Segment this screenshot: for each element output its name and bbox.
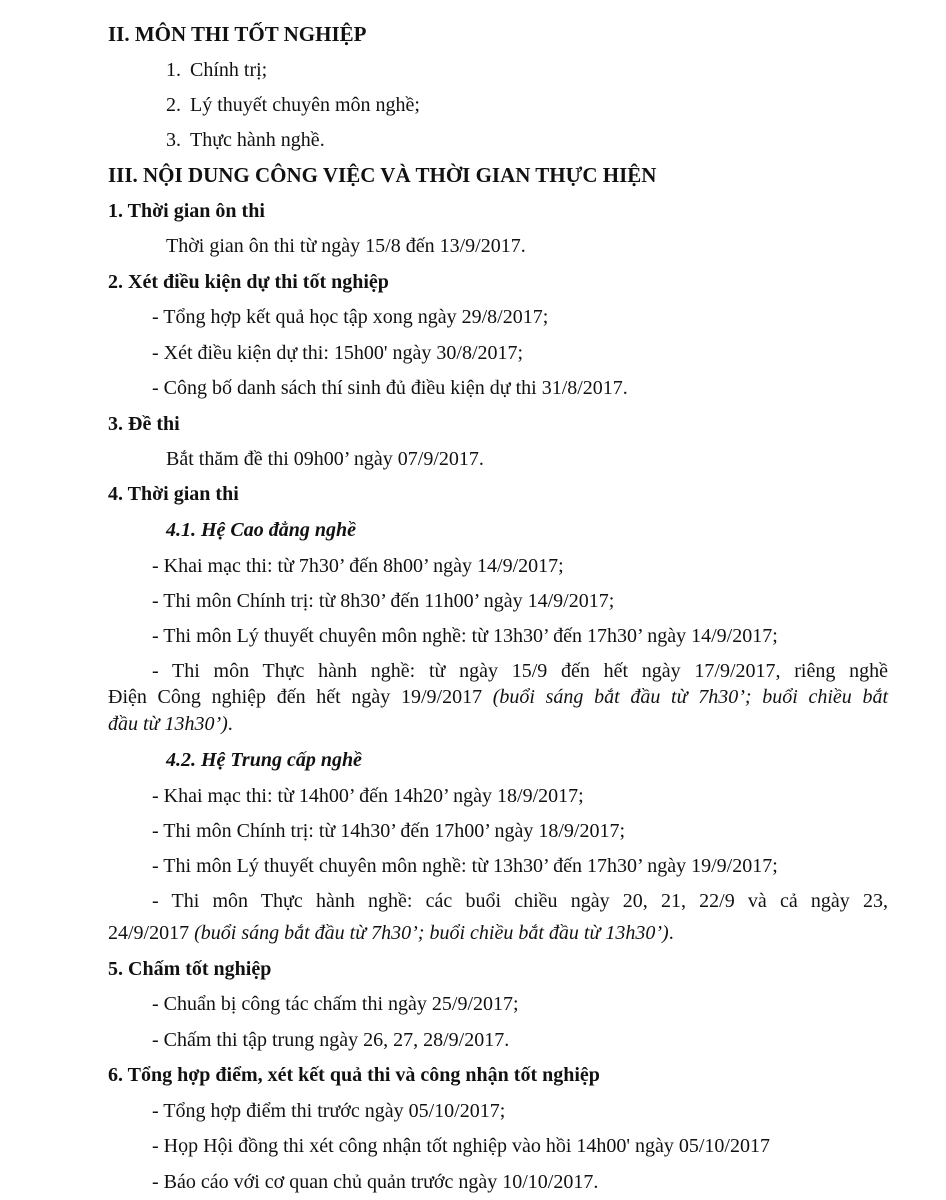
list-item: - Tổng hợp kết quả học tập xong ngày 29/8/2017;	[152, 306, 549, 328]
plain-text: .	[227, 713, 233, 735]
list-item: - Chấm thi tập trung ngày 26, 27, 28/9/2017.	[152, 1029, 510, 1051]
list-number: 1.	[166, 59, 181, 81]
list-item: - Thi môn Chính trị: từ 14h30’ đến 17h00’ ngày 18/9/2017;	[152, 820, 626, 842]
list-text: Chính trị;	[190, 59, 268, 81]
section-ii-title: II. MÔN THI TỐT NGHIỆP	[108, 22, 367, 46]
list-item: - Công bố danh sách thí sinh đủ điều kiện dự thi 31/8/2017.	[152, 377, 628, 399]
list-item	[166, 128, 325, 152]
subsection-4-1-title: 4.1. Hệ Cao đẳng nghề	[166, 519, 357, 541]
list-item: - Thi môn Thực hành nghề: các buổi chiều ngày 20, 21, 22/9 và cả ngày 23,	[152, 890, 888, 912]
subsection-4-title: 4. Thời gian thi	[108, 483, 239, 505]
list-item	[166, 93, 420, 117]
subsection-6-title: 6. Tổng hợp điểm, xét kết quả thi và công nhận tốt nghiệp	[108, 1064, 600, 1086]
italic-note: (buổi sáng bắt đầu từ 7h30’; buổi chiều bắt	[492, 686, 888, 708]
list-item: - Thi môn Lý thuyết chuyên môn nghề: từ 13h30’ đến 17h30’ ngày 19/9/2017;	[152, 855, 778, 877]
subsection-5-title: 5. Chấm tốt nghiệp	[108, 958, 272, 980]
list-item: - Xét điều kiện dự thi: 15h00' ngày 30/8/2017;	[152, 342, 524, 364]
list-item: - Khai mạc thi: từ 14h00’ đến 14h20’ ngày 18/9/2017;	[152, 785, 584, 807]
list-item: - Tổng hợp điểm thi trước ngày 05/10/2017;	[152, 1100, 506, 1122]
list-item-continuation	[108, 921, 674, 945]
subsection-2-title: 2. Xét điều kiện dự thi tốt nghiệp	[108, 271, 389, 293]
list-text: Thực hành nghề.	[190, 129, 325, 151]
list-item: - Báo cáo với cơ quan chủ quản trước ngày 10/10/2017.	[152, 1171, 599, 1193]
list-number: 3.	[166, 129, 181, 151]
list-item	[166, 58, 267, 82]
plain-text: 24/9/2017	[108, 922, 195, 944]
list-item: - Khai mạc thi: từ 7h30’ đến 8h00’ ngày 14/9/2017;	[152, 555, 564, 577]
list-item-continuation	[108, 685, 888, 709]
subsection-1-title: 1. Thời gian ôn thi	[108, 200, 265, 222]
list-item: - Chuẩn bị công tác chấm thi ngày 25/9/2017;	[152, 993, 519, 1015]
subsection-3-title: 3. Đề thi	[108, 413, 180, 435]
list-text: Lý thuyết chuyên môn nghề;	[190, 94, 420, 116]
paragraph: Bắt thăm đề thi 09h00’ ngày 07/9/2017.	[166, 448, 484, 470]
italic-note: (buổi sáng bắt đầu từ 7h30’; buổi chiều bắt đầu từ 13h30’)	[194, 922, 669, 944]
italic-note: đầu từ 13h30’)	[108, 713, 228, 735]
list-item: - Thi môn Lý thuyết chuyên môn nghề: từ 13h30’ đến 17h30’ ngày 14/9/2017;	[152, 625, 778, 647]
list-number: 2.	[166, 94, 181, 116]
subsection-4-2-title: 4.2. Hệ Trung cấp nghề	[166, 749, 362, 771]
plain-text: Điện Công nghiệp đến hết ngày 19/9/2017	[108, 686, 493, 708]
list-item: - Thi môn Thực hành nghề: từ ngày 15/9 đến hết ngày 17/9/2017, riêng nghề	[152, 660, 888, 682]
list-item-continuation	[108, 712, 233, 736]
list-item: - Thi môn Chính trị: từ 8h30’ đến 11h00’ ngày 14/9/2017;	[152, 590, 615, 612]
section-iii-title: III. NỘI DUNG CÔNG VIỆC VÀ THỜI GIAN THỰC HIỆN	[108, 163, 657, 187]
list-item: - Họp Hội đồng thi xét công nhận tốt nghiệp vào hồi 14h00' ngày 05/10/2017	[152, 1135, 770, 1157]
paragraph: Thời gian ôn thi từ ngày 15/8 đến 13/9/2017.	[166, 235, 526, 257]
plain-text: .	[668, 922, 674, 944]
